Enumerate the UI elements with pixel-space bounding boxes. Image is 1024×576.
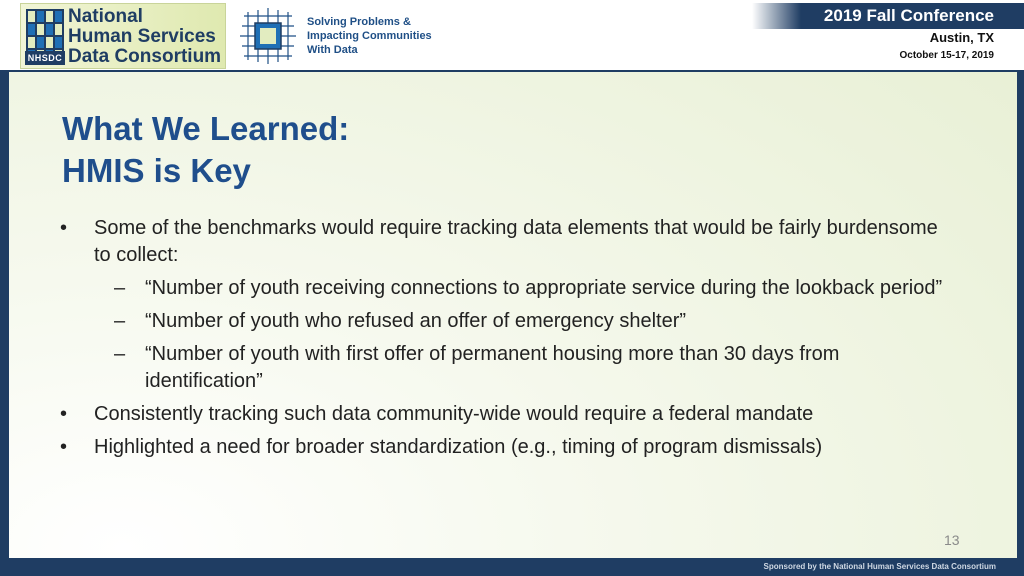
bullet-marker: •	[60, 436, 68, 458]
sub-bullet-marker: –	[114, 277, 126, 299]
bullet-marker: •	[60, 217, 68, 239]
slide-footer	[0, 558, 1024, 576]
nhsdc-logo	[20, 3, 226, 69]
bullet-text: Some of the benchmarks would require tracking data elements that would be fairly burdensome to collect:	[94, 217, 938, 266]
sub-bullet-text: “Number of youth receiving connections to appropriate service during the lookback period”	[145, 277, 943, 299]
slide-title	[62, 108, 349, 192]
bullet-text: Consistently tracking such data community-wide would require a federal mandate	[94, 403, 814, 425]
list-item	[60, 215, 960, 269]
right-frame-bar	[1017, 0, 1024, 576]
bullet-list	[60, 215, 960, 467]
page-number: 13	[944, 532, 960, 548]
tagline-line-2: Impacting Communities	[307, 30, 432, 42]
logo-line-3: Data Consortium	[68, 46, 222, 67]
bullet-text: Highlighted a need for broader standardization (e.g., timing of program dismissals)	[94, 436, 823, 458]
list-subitem	[60, 341, 960, 395]
sub-bullet-text: “Number of youth with first offer of permanent housing more than 30 days from identification”	[145, 343, 840, 392]
sub-bullet-text: “Number of youth who refused an offer of emergency shelter”	[145, 310, 687, 332]
list-subitem	[60, 275, 960, 302]
logo-abbreviation: NHSDC	[25, 51, 65, 65]
logo-line-1: National	[68, 6, 143, 27]
tagline-line-1: Solving Problems &	[307, 16, 411, 28]
left-frame-bar	[0, 0, 9, 576]
logo-line-2: Human Services	[68, 26, 216, 47]
footer-sponsor-text: Sponsored by the National Human Services Data Consortium	[763, 562, 996, 571]
conference-city: Austin, TX	[929, 30, 994, 45]
conference-banner	[752, 3, 1024, 29]
conference-dates: October 15-17, 2019	[899, 50, 994, 61]
list-item	[60, 434, 960, 461]
sub-bullet-marker: –	[114, 310, 126, 332]
list-item	[60, 401, 960, 428]
slide-title-line-2: HMIS is Key	[62, 152, 251, 189]
list-subitem	[60, 308, 960, 335]
slide-header	[0, 0, 1024, 72]
conference-title: 2019 Fall Conference	[823, 6, 994, 25]
slide-title-line-1: What We Learned:	[62, 110, 350, 147]
circuit-chip-icon	[238, 6, 298, 66]
bullet-marker: •	[60, 403, 68, 425]
tagline	[307, 15, 432, 57]
sub-bullet-marker: –	[114, 343, 126, 365]
tagline-line-3: With Data	[307, 44, 358, 56]
logo-text	[68, 7, 221, 67]
